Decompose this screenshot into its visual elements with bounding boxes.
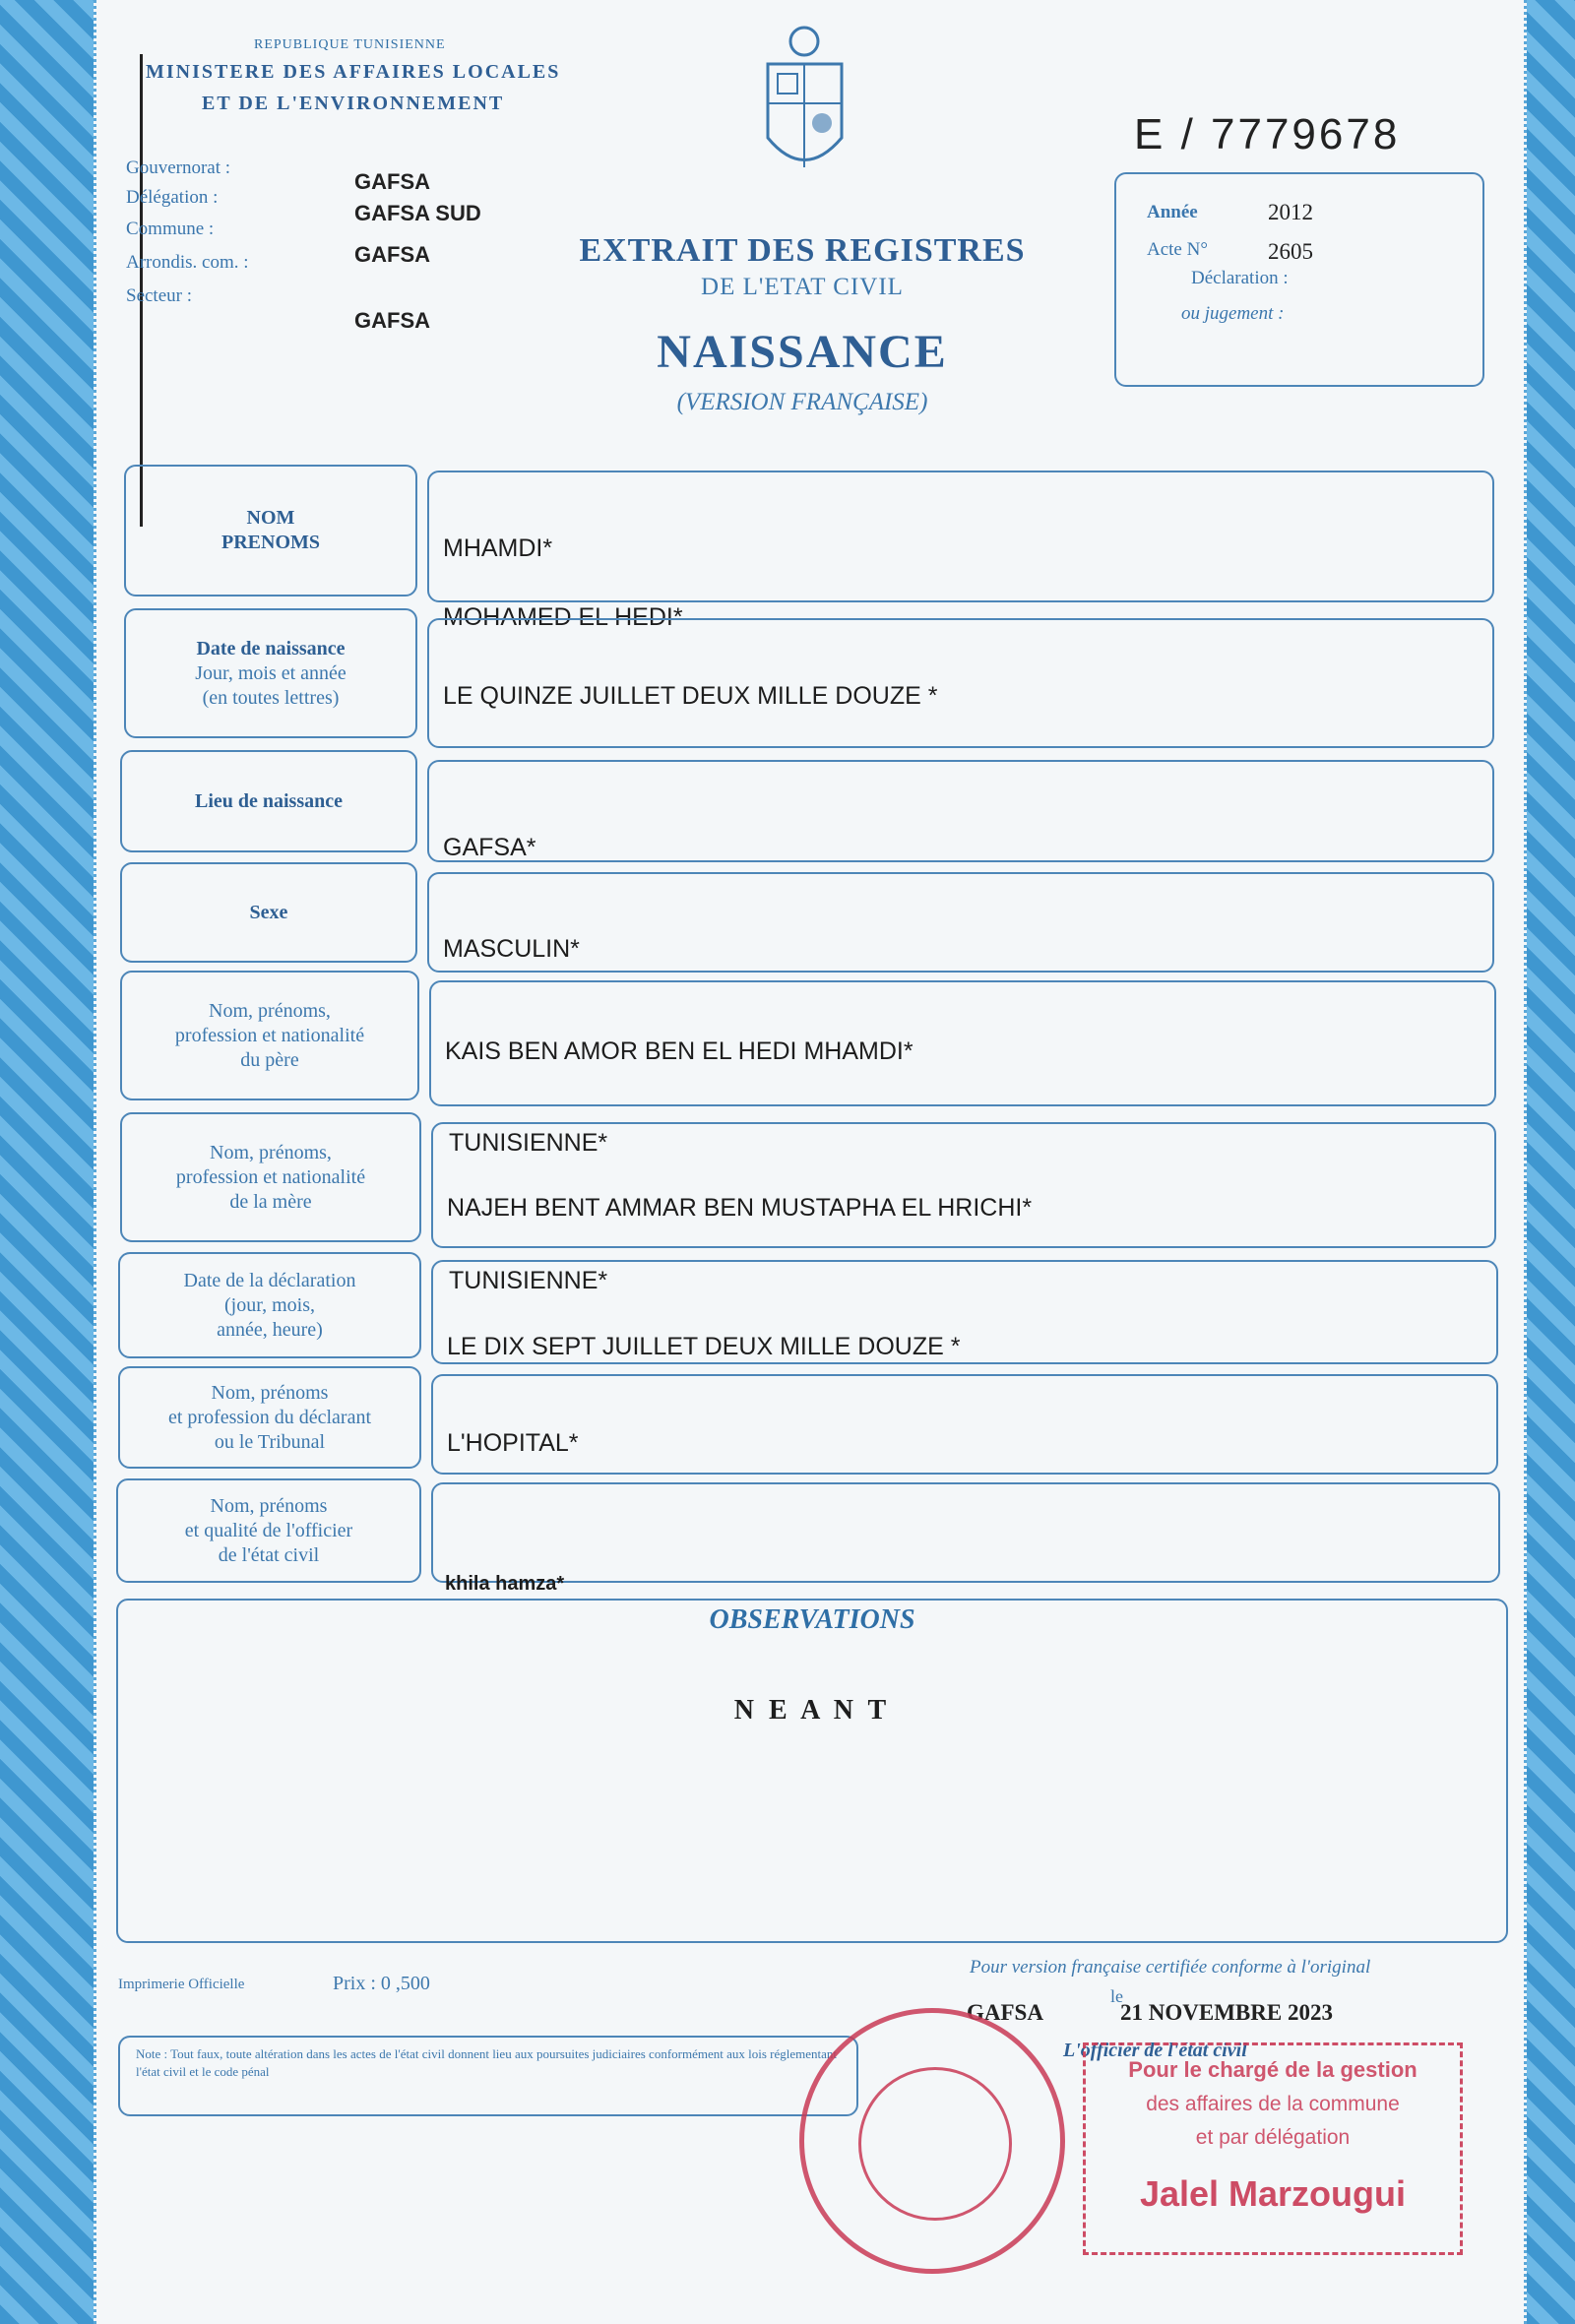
lieu-naissance-value: GAFSA* xyxy=(443,834,536,861)
declaration-date-label2: (jour, mois, xyxy=(224,1293,315,1316)
issue-date: 21 NOVEMBRE 2023 xyxy=(1120,2000,1333,2025)
delegation-label: Délégation : xyxy=(126,187,219,208)
prenoms-value: MOHAMED EL HEDI* xyxy=(443,603,683,631)
declarant-value-cell xyxy=(431,1374,1498,1475)
mere-nationalite: TUNISIENNE* xyxy=(449,1267,608,1294)
observations-box xyxy=(116,1599,1508,1943)
commune-label: Commune : xyxy=(126,219,215,239)
declarant-label3: ou le Tribunal xyxy=(214,1430,326,1453)
sexe-value: MASCULIN* xyxy=(443,935,580,963)
title-line2: DE L'ETAT CIVIL xyxy=(701,274,904,300)
signature-name: Jalel Marzougui xyxy=(1139,2173,1407,2214)
republic-label: REPUBLIQUE TUNISIENNE xyxy=(254,37,446,52)
title-version: (VERSION FRANÇAISE) xyxy=(676,389,928,415)
pere-value: KAIS BEN AMOR BEN EL HEDI MHAMDI* xyxy=(445,1037,914,1065)
declaration-date-value: LE DIX SEPT JUILLET DEUX MILLE DOUZE * xyxy=(447,1333,961,1360)
mere-value-cell xyxy=(431,1122,1496,1248)
ministry-line2: ET DE L'ENVIRONNEMENT xyxy=(202,93,505,114)
nom-label: NOM xyxy=(246,507,295,529)
issue-le: le xyxy=(1110,1986,1123,2006)
delegation-value: GAFSA SUD xyxy=(354,201,481,225)
officier-label3: de l'état civil xyxy=(218,1543,320,1566)
acte-value: 2605 xyxy=(1268,239,1313,264)
declaration-date-label3: année, heure) xyxy=(217,1318,323,1341)
observations-title: OBSERVATIONS xyxy=(709,1604,915,1635)
acte-label: Acte N° xyxy=(1147,239,1208,260)
prenoms-label: PRENOMS xyxy=(221,532,320,553)
annee-value: 2012 xyxy=(1268,200,1313,224)
officier-value-cell xyxy=(431,1482,1500,1583)
nom-value-cell xyxy=(427,471,1494,602)
serial-number: E / 7779678 xyxy=(1134,110,1401,158)
date-naissance-sub1: Jour, mois et année xyxy=(195,661,346,684)
commune-value: GAFSA xyxy=(354,242,430,267)
date-naissance-label: Date de naissance xyxy=(196,637,346,660)
mere-label1: Nom, prénoms, xyxy=(210,1141,332,1163)
arrondissement-label: Arrondis. com. : xyxy=(126,252,249,273)
title-line1: EXTRAIT DES REGISTRES xyxy=(579,232,1026,269)
sexe-label: Sexe xyxy=(249,901,288,923)
officier-label1: Nom, prénoms xyxy=(210,1494,328,1517)
officier-value: khila hamza* xyxy=(445,1573,565,1595)
gouvernorat-value: GAFSA xyxy=(354,169,430,194)
jugement-label: ou jugement : xyxy=(1181,303,1285,324)
pere-label3: du père xyxy=(240,1048,299,1071)
declarant-value: L'HOPITAL* xyxy=(447,1429,579,1457)
secteur-value: GAFSA xyxy=(354,308,430,333)
sexe-label-cell xyxy=(120,862,417,963)
date-naissance-sub2: (en toutes lettres) xyxy=(202,686,340,709)
observations-value: N E A N T xyxy=(733,1695,891,1726)
declarant-label1: Nom, prénoms xyxy=(211,1381,329,1404)
nom-value: MHAMDI* xyxy=(443,534,553,562)
gouvernorat-label: Gouvernorat : xyxy=(126,157,231,178)
secteur-label: Secteur : xyxy=(126,285,193,306)
mere-label3: de la mère xyxy=(229,1190,312,1213)
declaration-label-cell xyxy=(118,1252,421,1358)
lieu-naissance-value-cell xyxy=(427,760,1494,862)
lieu-naissance-label: Lieu de naissance xyxy=(194,789,344,812)
officier-label-cell xyxy=(116,1478,421,1583)
printer-label: Imprimerie Officielle xyxy=(118,1977,245,1992)
mere-value: NAJEH BENT AMMAR BEN MUSTAPHA EL HRICHI* xyxy=(447,1194,1033,1222)
price-label: Prix : 0 ,500 xyxy=(333,1973,430,1994)
declarant-label-cell xyxy=(118,1366,421,1469)
lieu-naissance-label-cell xyxy=(120,750,417,852)
declaration-date-label1: Date de la déclaration xyxy=(183,1269,356,1291)
pere-label1: Nom, prénoms, xyxy=(209,999,331,1022)
officer-title: L'officier de l'état civil xyxy=(1063,2040,1247,2061)
declarant-label2: et profession du déclarant xyxy=(167,1406,372,1428)
date-naissance-value: LE QUINZE JUILLET DEUX MILLE DOUZE * xyxy=(443,682,938,710)
sexe-value-cell xyxy=(427,872,1494,973)
annee-label: Année xyxy=(1147,202,1198,222)
stamp-line1: Pour le chargé de la gestion xyxy=(1128,2057,1418,2082)
mere-label-cell xyxy=(120,1112,421,1242)
officier-label2: et qualité de l'officier xyxy=(184,1519,353,1541)
nom-prenoms-label-cell xyxy=(124,465,417,597)
mere-label2: profession et nationalité xyxy=(175,1165,366,1188)
certified-text: Pour version française certifiée conforme à l'original xyxy=(970,1957,1371,1978)
legal-note-box: Note : Tout faux, toute altération dans les actes de l'état civil donnent lieu aux poursuites judiciaires conformément aux lois réglementant l'état civil et le code pénal xyxy=(118,2036,858,2116)
pere-label2: profession et nationalité xyxy=(174,1024,365,1046)
tunisia-coat-of-arms xyxy=(748,20,861,192)
declaration-label: Déclaration : xyxy=(1191,268,1289,288)
stamp-line3: et par délégation xyxy=(1195,2126,1351,2149)
pere-label-cell xyxy=(120,971,419,1100)
stamp-line2: des affaires de la commune xyxy=(1146,2093,1400,2115)
ministry-line1: MINISTERE DES AFFAIRES LOCALES xyxy=(146,61,561,83)
date-naissance-label-cell xyxy=(124,608,417,738)
title-naissance: NAISSANCE xyxy=(657,326,948,378)
pere-nationalite: TUNISIENNE* xyxy=(449,1129,608,1157)
round-official-stamp xyxy=(799,2008,1065,2274)
issue-place: GAFSA xyxy=(967,2000,1043,2025)
